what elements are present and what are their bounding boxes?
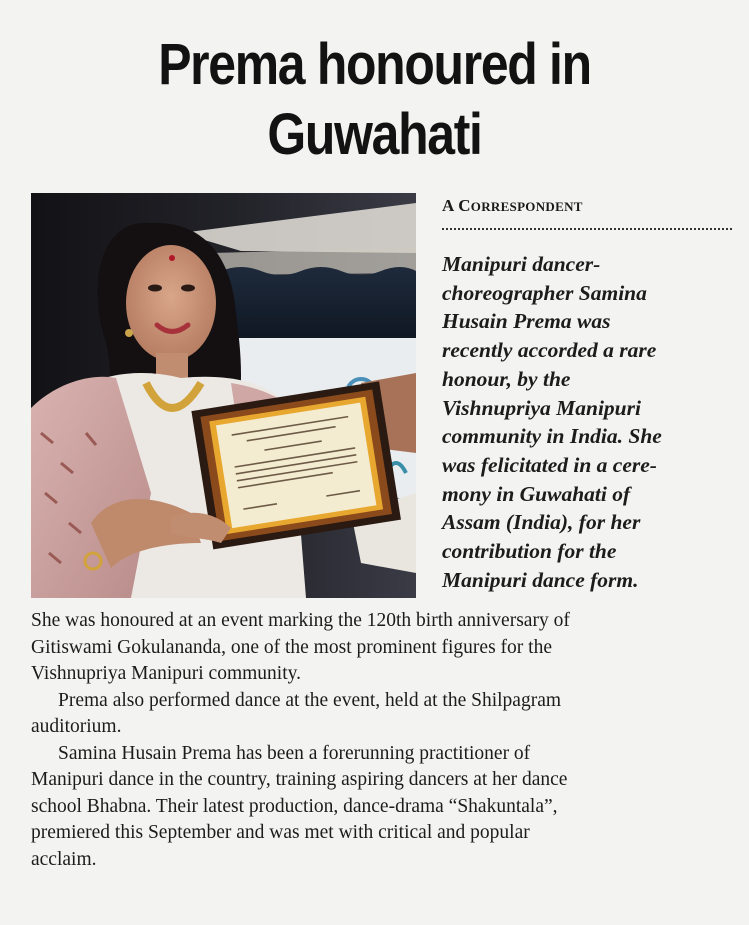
byline-rest: ORRESPONDENT <box>470 199 583 214</box>
byline-divider <box>442 228 732 230</box>
face <box>126 245 216 361</box>
byline-initial: A C <box>442 196 471 215</box>
headline-line-1: Prema honoured in <box>158 32 591 97</box>
body-paragraph-3: Samina Husain Prema has been a forerunning practitioner of Manipuri dance in the country, training aspiring dancers at her dance school Bhabna. Their latest production, dance-drama “Shakuntala”, premiered this September and was met with critical and popular acclaim. <box>31 742 568 870</box>
lede-paragraph: Manipuri dancer- choreographer Samina Husain Prema was recently accorded a rare honour, by the Vishnupriya Manipuri community in India. She was felicitated in a cere- mony in Guwahati of Assam (India), for her contribution for the Manipuri dance form. <box>442 252 662 592</box>
body-paragraph-1: She was honoured at an event marking the 120th birth anniversary of Gitiswami Gokulananda, one of the most prominent figures for the Vishnupriya Manipuri community. <box>31 610 570 684</box>
byline <box>442 196 732 216</box>
headline <box>52 30 696 170</box>
body-paragraph-2: Prema also performed dance at the event, held at the Shilpagram auditorium. <box>31 689 562 737</box>
photo-illustration <box>31 193 416 598</box>
stage-curtain <box>221 267 416 343</box>
headline-line-2: Guwahati <box>267 102 482 167</box>
article-photo <box>31 193 416 598</box>
article-body <box>31 608 741 873</box>
